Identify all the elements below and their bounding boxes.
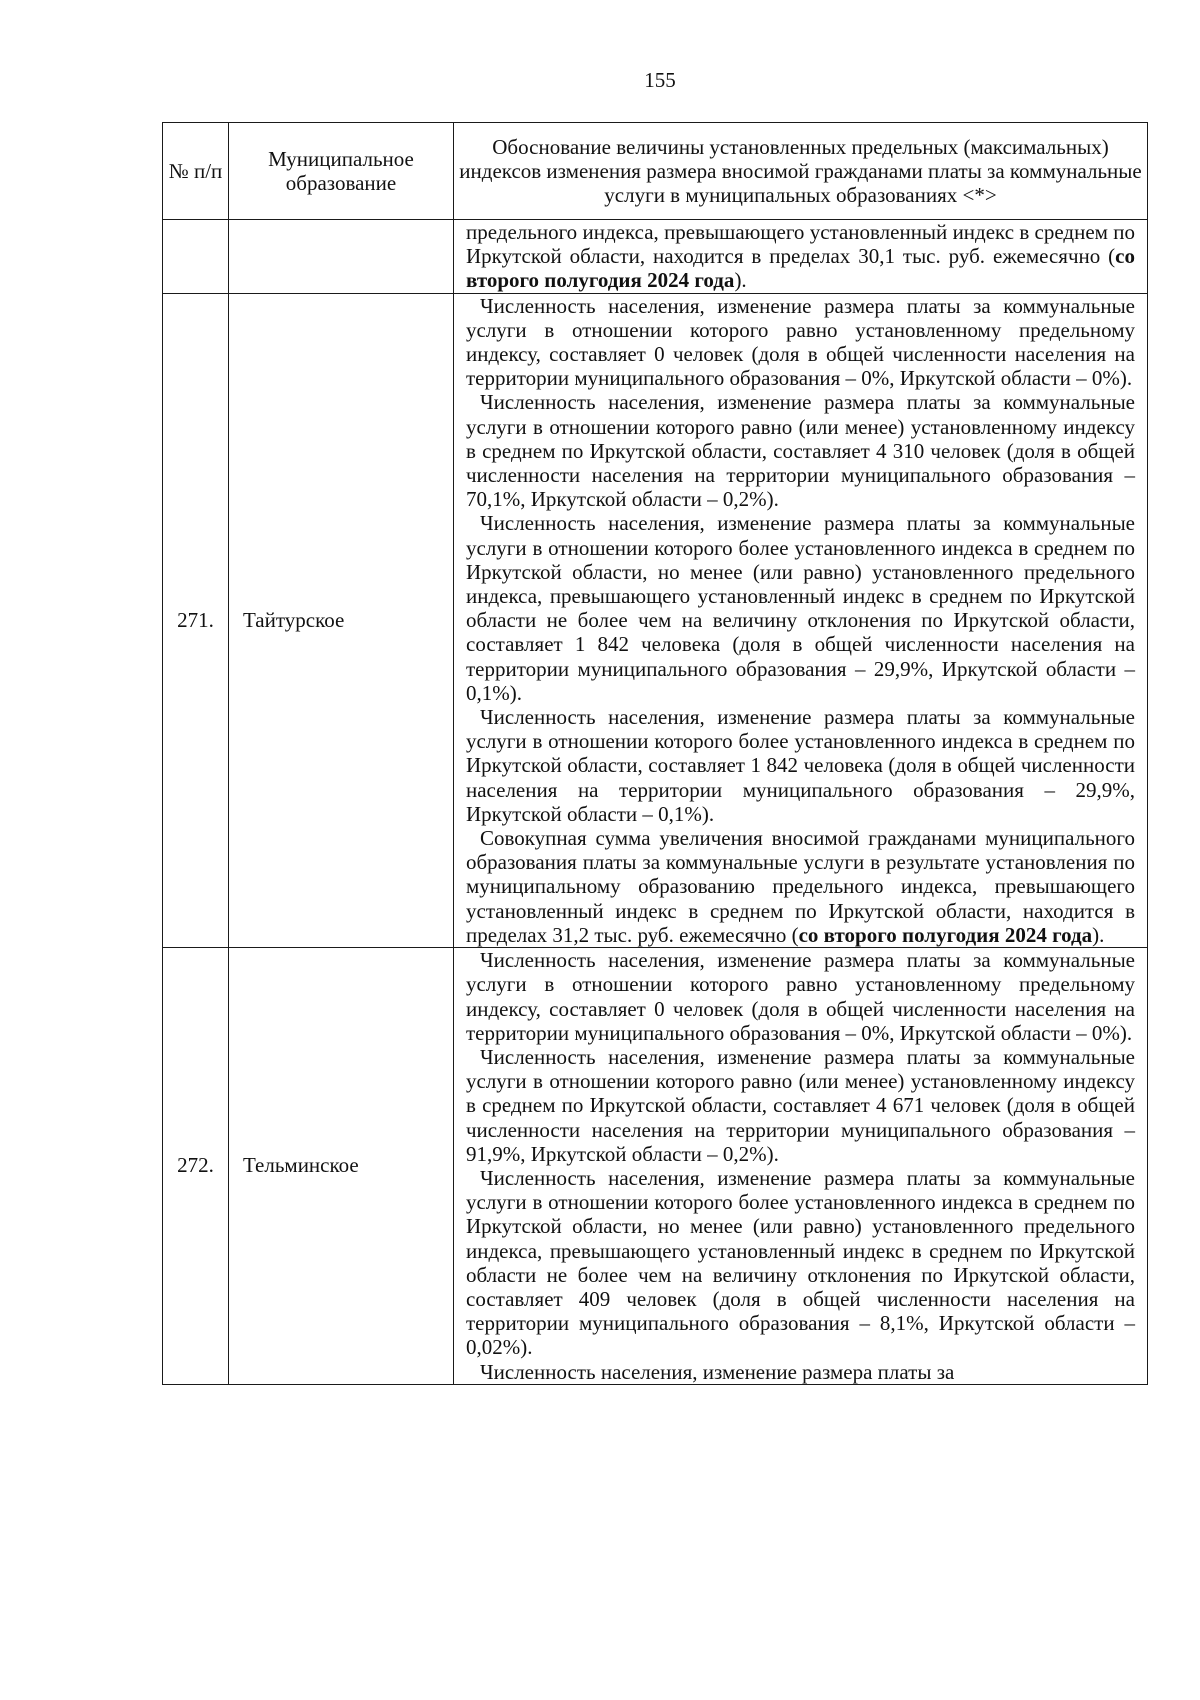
paragraph-text: Численность населения, изменение размера платы за коммунальные услуги в отношении которого более установленного индекса в среднем по Иркутской области, но менее (или равно) установленного предельного индекса, превышающего установленный индекс в среднем по Иркутской области не более чем на величину отклонения по Иркутской области, составляет 409 человек (доля в общей численности населения на территории муниципального образования – 8,1%, Иркутской области – 0,02%).	[466, 1165, 1135, 1360]
table-header-row	[163, 123, 1148, 220]
basis-paragraph	[466, 705, 1135, 826]
paragraph-text: Численность населения, изменение размера платы за коммунальные услуги в отношении которого равно (или менее) установленному индексу в среднем по Иркутской области, составляет 4 671 человек (доля в общей численности населения на территории муниципального образования – 91,9%, Иркутской области – 0,2%).	[466, 1044, 1135, 1166]
table-body	[163, 220, 1148, 1385]
paragraph-text: Численность населения, изменение размера платы за коммунальные услуги в отношении которого более установленного индекса в среднем по Иркутской области, но менее (или равно) установленного предельного индекса, превышающего установленный индекс в среднем по Иркутской области не более чем на величину отклонения по Иркутской области, составляет 1 842 человека (доля в общей численности населения на территории муниципального образования – 29,9%, Иркутской области – 0,1%).	[466, 511, 1135, 705]
paragraph-tail: ).	[1092, 922, 1105, 947]
header-municipality: Муниципальное образование	[229, 123, 454, 220]
row-basis	[454, 220, 1148, 294]
basis-paragraph	[466, 294, 1135, 391]
row-number: 272.	[163, 948, 229, 1385]
basis-paragraph	[466, 1045, 1135, 1166]
header-basis: Обоснование величины установленных предельных (максимальных) индексов изменения размера вносимой гражданами платы за коммунальные услуги в муниципальных образованиях <*>	[454, 123, 1148, 220]
data-table	[162, 122, 1148, 1385]
paragraph-text: предельного индекса, превышающего установленный индекс в среднем по Иркутской области, находится в пределах 30,1 тыс. руб. ежемесячно (	[466, 220, 1135, 269]
paragraph-text: Численность населения, изменение размера платы за	[480, 1359, 955, 1384]
table-row	[163, 220, 1148, 294]
basis-paragraph	[466, 1360, 1135, 1384]
row-municipality: Тельминское	[229, 948, 454, 1385]
paragraph-text: Численность населения, изменение размера платы за коммунальные услуги в отношении которого равно установленному предельному индексу, составляет 0 человек (доля в общей численности населения на территории муниципального образования – 0%, Иркутской области – 0%).	[466, 293, 1135, 391]
row-basis	[454, 948, 1148, 1385]
paragraph-text: Численность населения, изменение размера платы за коммунальные услуги в отношении которого равно (или менее) установленному индексу в среднем по Иркутской области, составляет 4 310 человек (доля в общей численности населения на территории муниципального образования – 70,1%, Иркутской области – 0,2%).	[466, 390, 1135, 512]
header-number: № п/п	[163, 123, 229, 220]
basis-paragraph	[466, 220, 1135, 293]
basis-paragraph	[466, 390, 1135, 511]
basis-paragraph	[466, 511, 1135, 705]
basis-paragraph	[466, 826, 1135, 947]
basis-paragraph	[466, 948, 1135, 1045]
row-number	[163, 220, 229, 294]
row-basis	[454, 293, 1148, 947]
paragraph-text: Совокупная сумма увеличения вносимой гражданами муниципального образования платы за коммунальные услуги в результате установления по муниципальному образованию предельного индекса, превышающего установленный индекс в среднем по Иркутской области, находится в пределах 31,2 тыс. руб. ежемесячно (	[466, 826, 1135, 947]
paragraph-bold-period: со второго полугодия 2024 года	[798, 922, 1093, 947]
paragraph-text: Численность населения, изменение размера платы за коммунальные услуги в отношении которого равно установленному предельному индексу, составляет 0 человек (доля в общей численности населения на территории муниципального образования – 0%, Иркутской области – 0%).	[466, 948, 1135, 1045]
row-number: 271.	[163, 293, 229, 947]
basis-paragraph	[466, 1166, 1135, 1360]
table-row	[163, 293, 1148, 947]
paragraph-text: Численность населения, изменение размера платы за коммунальные услуги в отношении которого более установленного индекса в среднем по Иркутской области, составляет 1 842 человека (доля в общей численности населения на территории муниципального образования – 29,9%, Иркутской области – 0,1%).	[466, 705, 1135, 826]
row-municipality	[229, 220, 454, 294]
paragraph-tail: ).	[734, 268, 747, 293]
row-municipality: Тайтурское	[229, 293, 454, 947]
table-row	[163, 948, 1148, 1385]
page-number: 155	[644, 68, 676, 92]
paragraph-bold-period: со второго полугодия 2024 года	[466, 244, 1135, 293]
